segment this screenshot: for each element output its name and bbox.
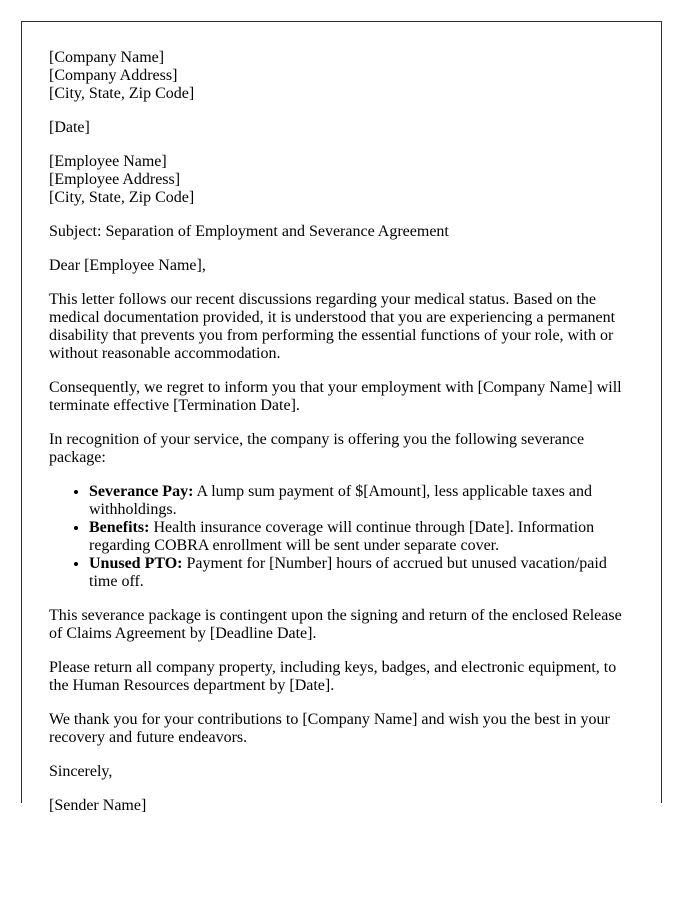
unused-pto-text: Payment for [Number] hours of accrued but unused vacation/paid time off. <box>89 555 607 590</box>
recipient-city-state-zip: [City, State, Zip Code] <box>49 189 195 206</box>
recipient-name: [Employee Name] <box>49 153 167 170</box>
recipient-address-block <box>49 153 636 207</box>
severance-package-list <box>49 483 636 591</box>
date-line: [Date] <box>49 119 90 136</box>
body-paragraph-severance-intro: In recognition of your service, the company is offering you the following severance package: <box>49 431 585 466</box>
list-item-benefits <box>89 519 636 555</box>
severance-pay-text: A lump sum payment of $[Amount], less applicable taxes and withholdings. <box>89 483 593 518</box>
recipient-address: [Employee Address] <box>49 171 181 188</box>
body-paragraph-medical-status: This letter follows our recent discussions regarding your medical status. Based on the medical documentation provided, it is understood that you are experiencing a permanent disability that prevents you from performing the essential functions of your role, with or without reasonable accommodation. <box>49 291 616 362</box>
list-item-unused-pto <box>89 555 636 591</box>
severance-pay-label: Severance Pay: <box>89 483 194 500</box>
sender-company-name: [Company Name] <box>49 49 165 66</box>
sender-address-block <box>49 49 636 103</box>
sender-city-state-zip: [City, State, Zip Code] <box>49 85 195 102</box>
body-paragraph-termination: Consequently, we regret to inform you that your employment with [Company Name] will terminate effective [Termination Date]. <box>49 379 622 414</box>
salutation: Dear [Employee Name], <box>49 257 206 274</box>
body-paragraph-return-property: Please return all company property, including keys, badges, and electronic equipment, to the Human Resources department by [Date]. <box>49 659 617 694</box>
body-paragraph-thanks: We thank you for your contributions to [Company Name] and wish you the best in your recovery and future endeavors. <box>49 711 610 746</box>
subject-line: Subject: Separation of Employment and Severance Agreement <box>49 223 449 240</box>
letter-document <box>21 21 662 814</box>
unused-pto-label: Unused PTO: <box>89 555 183 572</box>
sender-company-address: [Company Address] <box>49 67 178 84</box>
closing: Sincerely, <box>49 763 113 780</box>
benefits-label: Benefits: <box>89 519 150 536</box>
list-item-severance-pay <box>89 483 636 519</box>
signature-name: [Sender Name] <box>49 797 147 814</box>
benefits-text: Health insurance coverage will continue through [Date]. Information regarding COBRA enrollment will be sent under separate cover. <box>89 519 595 554</box>
body-paragraph-release-of-claims: This severance package is contingent upon the signing and return of the enclosed Release of Claims Agreement by [Deadline Date]. <box>49 607 622 642</box>
